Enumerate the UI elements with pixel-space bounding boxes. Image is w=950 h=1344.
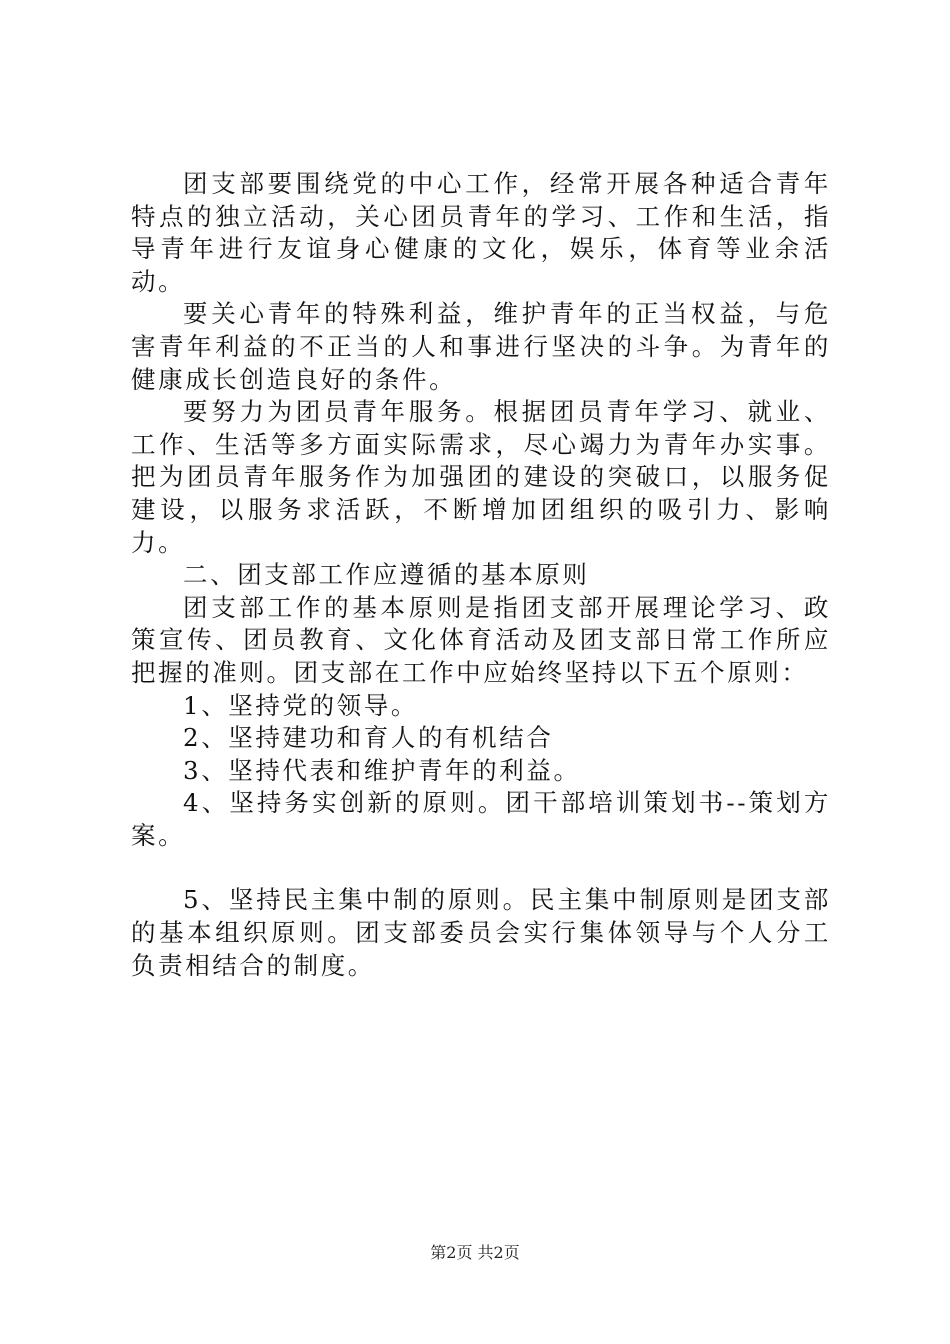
paragraph-youth-service: 要努力为团员青年服务。根据团员青年学习、就业、工作、生活等多方面实际需求，尽心竭力为青年办实事。把为团员青年服务作为加强团的建设的突破口，以服务促建设，以服务求活跃，不断增加团组织的吸引力、影响力。 xyxy=(131,397,831,557)
list-item-principle-3: 3、坚持代表和维护青年的利益。 xyxy=(183,755,581,785)
paragraph-principles-intro: 团支部工作的基本原则是指团支部开展理论学习、政策宣传、团员教育、文化体育活动及团支部日常工作所应把握的准则。团支部在工作中应始终坚持以下五个原则： xyxy=(131,592,831,687)
page-number-label: 第2页 共2页 xyxy=(430,1243,520,1262)
list-item-principle-5: 5、坚持民主集中制的原则。民主集中制原则是团支部的基本组织原则。团支部委员会实行集体领导与个人分工负责相结合的制度。 xyxy=(131,885,831,980)
page-footer xyxy=(0,1243,950,1263)
list-item-principle-4: 4、坚持务实创新的原则。团干部培训策划书--策划方案。 xyxy=(131,788,831,850)
section-heading-principles: 二、团支部工作应遵循的基本原则 xyxy=(183,560,590,590)
paragraph-youth-interests: 要关心青年的特殊利益，维护青年的正当权益，与危害青年利益的不正当的人和事进行坚决的斗争。为青年的健康成长创造良好的条件。 xyxy=(131,299,831,394)
paragraph-spacer xyxy=(131,852,831,884)
document-body xyxy=(131,168,831,982)
paragraph-youth-activities: 团支部要围绕党的中心工作，经常开展各种适合青年特点的独立活动，关心团员青年的学习、工作和生活，指导青年进行友谊身心健康的文化，娱乐，体育等业余活动。 xyxy=(131,169,831,296)
list-item-principle-2: 2、坚持建功和育人的有机结合 xyxy=(183,723,554,753)
list-item-principle-1: 1、坚持党的领导。 xyxy=(183,690,418,720)
